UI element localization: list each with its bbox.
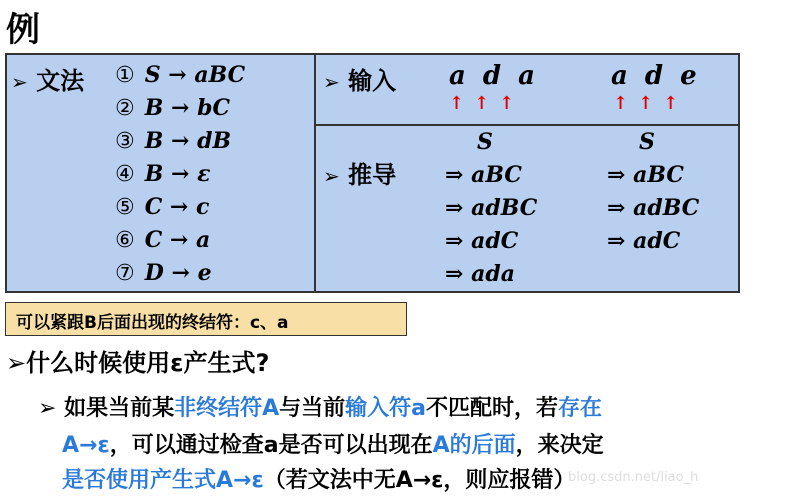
grammar-rule: ⑤ C → c	[115, 194, 210, 220]
input-pointer-arrows-2: ↑↑↑	[613, 93, 689, 114]
input-header-label: 输入	[348, 67, 397, 95]
derivation-step: ⇒ adBC	[607, 195, 700, 221]
grammar-rule: ③ B → dB	[115, 128, 232, 154]
derivation-header	[323, 155, 396, 190]
grammar-header-label: 文法	[36, 67, 85, 95]
derivation-step: ⇒ ada	[445, 261, 515, 287]
grammar-header	[11, 61, 84, 96]
follow-set-note: 可以紧跟B后面出现的终结符：c、a	[5, 302, 407, 336]
derivation-step: ⇒ aBC	[607, 162, 684, 188]
input-header	[323, 61, 396, 96]
watermark: blog.csdn.net/liao_h	[568, 470, 699, 485]
grammar-rule: ① S → aBC	[115, 62, 246, 88]
bullet-arrow-icon: ➢	[323, 164, 340, 188]
grammar-rule: ② B → bC	[115, 95, 230, 121]
grammar-rule: ⑥ C → a	[115, 227, 211, 253]
derivation-step: ⇒ adC	[607, 228, 681, 254]
bullet-arrow-icon: ➢	[38, 396, 57, 421]
derivation-step: S	[477, 129, 493, 155]
input-pointer-arrows-1: ↑↑↑	[449, 93, 525, 114]
bullet-arrow-icon: ➢	[6, 349, 27, 377]
bullet-arrow-icon: ➢	[323, 70, 340, 94]
derivation-header-label: 推导	[348, 161, 397, 189]
derivation-step: ⇒ adBC	[445, 195, 538, 221]
question-text: 什么时候使用ε产生式?	[26, 349, 270, 377]
grammar-rule: ⑦ D → e	[115, 260, 212, 286]
answer-line-3: 是否使用产生式A→ε（若文法中无A→ε，则应报错）	[62, 468, 576, 493]
derivation-step: ⇒ aBC	[445, 162, 522, 188]
page-title: 例	[6, 10, 40, 50]
derivation-step: S	[639, 129, 655, 155]
question	[6, 343, 269, 378]
column-divider	[314, 55, 316, 291]
answer-line-2: A→ε，可以通过检查a是否可以出现在A的后面，来决定	[62, 433, 604, 458]
row-divider	[316, 124, 738, 126]
input-string-2: a d e	[611, 61, 701, 91]
answer-line-1: ➢ 如果当前某非终结符A与当前输入符a不匹配时，若存在	[38, 396, 603, 421]
derivation-step: ⇒ adC	[445, 228, 519, 254]
input-string-1: a d a	[449, 61, 539, 91]
grammar-rule: ④ B → ε	[115, 161, 211, 187]
bullet-arrow-icon: ➢	[11, 70, 28, 94]
example-table	[5, 53, 740, 293]
